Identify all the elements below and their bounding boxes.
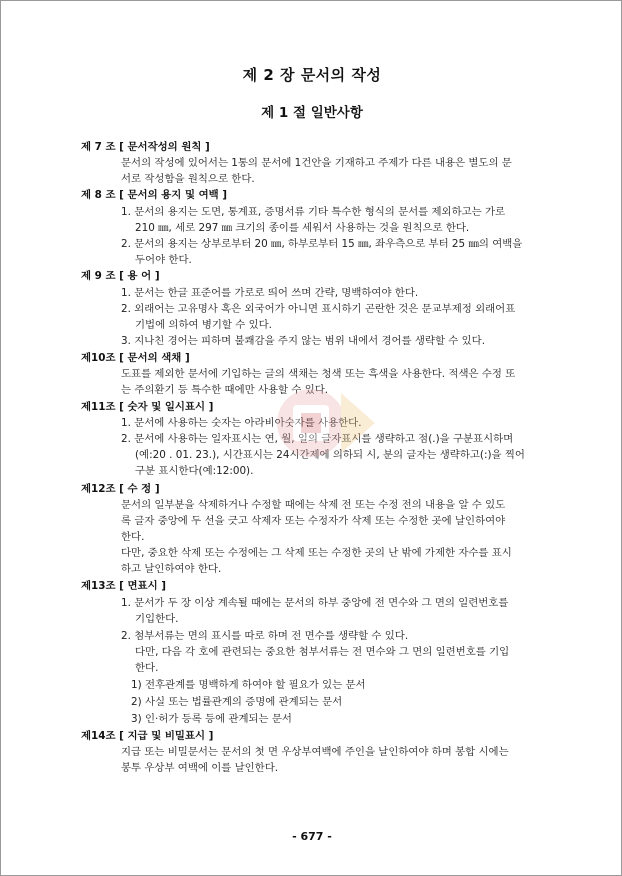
- article-7-line: 서로 작성함을 원칙으로 한다.: [121, 173, 255, 185]
- chapter-title: 제 2 장 문서의 작성: [242, 66, 382, 84]
- article-11-line: 2. 문서에 사용하는 일자표시는 연, 월, 일의 글자표시를 생략하고 점(.)을 구분표시하며: [121, 433, 514, 445]
- article-13-sublist-item: 2) 사실 또는 법률관계의 증명에 관계되는 문서: [131, 696, 343, 708]
- article-8-line: 210 ㎜, 세로 297 ㎜ 크기의 종이를 세워서 사용하는 것을 원칙으로 한다.: [135, 222, 470, 234]
- article-11-line: 구분 표시한다(예:12:00).: [135, 465, 254, 477]
- article-10-line: 도표를 제외한 문서에 기입하는 글의 색채는 청색 또는 흑색을 사용한다. 적색은 수정 또: [121, 368, 516, 380]
- article-10-line: 는 주의환기 등 특수한 때에만 사용할 수 있다.: [121, 384, 329, 396]
- article-13-sublist-item: 1) 전후관계를 명백하게 하여야 할 필요가 있는 문서: [131, 679, 366, 691]
- article-7-line: 문서의 작성에 있어서는 1통의 문서에 1건안을 기재하고 주제가 다른 내용은 별도의 문: [121, 157, 512, 169]
- article-14-line: 봉투 우상부 여백에 이를 날인한다.: [121, 762, 279, 774]
- article-14-heading: 제14조 [ 지급 및 비밀표시 ]: [81, 730, 214, 742]
- article-9-heading: 제 9 조 [ 용 어 ]: [81, 270, 160, 282]
- article-12-line: 록 글자 중앙에 두 선을 긋고 삭제자 또는 수정자가 삭제 또는 수정한 곳에 날인하여야: [121, 515, 506, 527]
- article-12-line: 한다.: [121, 531, 145, 543]
- article-10-heading: 제10조 [ 문서의 색채 ]: [81, 352, 190, 364]
- article-12-line: 문서의 일부분을 삭제하거나 수정할 때에는 삭제 전 또는 수정 전의 내용을 알 수 있도: [121, 499, 506, 511]
- article-13-heading: 제13조 [ 면표시 ]: [81, 580, 166, 592]
- article-11-heading: 제11조 [ 숫자 및 일시표시 ]: [81, 401, 214, 413]
- article-13-sublist-item: 3) 인·허가 등록 등에 관계되는 문서: [131, 713, 292, 725]
- article-13-line: 한다.: [135, 662, 159, 674]
- article-9-line: 기법에 의하여 병기할 수 있다.: [135, 319, 272, 331]
- article-13-line: 1. 문서가 두 장 이상 계속될 때에는 문서의 하부 중앙에 전 면수와 그 면의 일련번호를: [121, 597, 509, 609]
- article-8-line: 2. 문서의 용지는 상부로부터 20 ㎜, 하부로부터 15 ㎜, 좌우측으로 부터 25 ㎜의 여백을: [121, 238, 523, 250]
- article-12-line: 하고 날인하여야 한다.: [121, 563, 222, 575]
- article-8-heading: 제 8 조 [ 문서의 용지 및 여백 ]: [81, 189, 228, 201]
- article-9-line: 2. 외래어는 고유명사 혹은 외국어가 아니면 표시하기 곤란한 것은 문교부제정 외래어표: [121, 303, 516, 315]
- page-number: - 677 -: [292, 830, 332, 843]
- article-13-line: 다만, 다음 각 호에 관련되는 중요한 첨부서류는 전 면수와 그 면의 일련번호를 기입: [135, 646, 510, 658]
- section-title: 제 1 절 일반사항: [261, 105, 363, 121]
- article-13-line: 기입한다.: [135, 613, 179, 625]
- article-8-line: 1. 문서의 용지는 도면, 통계표, 증명서류 기타 특수한 형식의 문서를 제외하고는 가로: [121, 206, 506, 218]
- article-13-line: 2. 첨부서류는 면의 표시를 따로 하며 전 면수를 생략할 수 있다.: [121, 630, 409, 642]
- article-12-line: 다만, 중요한 삭제 또는 수정에는 그 삭제 또는 수정한 곳의 난 밖에 가제한 자수를 표시: [121, 547, 512, 559]
- article-7-heading: 제 7 조 [ 문서작성의 원칙 ]: [81, 141, 210, 153]
- article-12-heading: 제12조 [ 수 정 ]: [81, 483, 160, 495]
- article-14-line: 지급 또는 비밀문서는 문서의 첫 면 우상부여백에 주인을 날인하여야 하며 봉합 시에는: [121, 746, 509, 758]
- article-8-line: 두어야 한다.: [135, 254, 192, 266]
- article-9-line: 3. 지나친 경어는 피하며 불쾌감을 주지 않는 범위 내에서 경어를 생략할 수 있다.: [121, 335, 486, 347]
- article-11-line: (예:20 . 01. 23.), 시간표시는 24시간제에 의하되 시, 분의 글자는 생략하고(:)을 찍어: [135, 449, 525, 461]
- article-11-line: 1. 문서에 사용하는 숫자는 아라비아숫자를 사용한다.: [121, 417, 362, 429]
- article-9-line: 1. 문서는 한글 표준어를 가로로 띄어 쓰며 간략, 명백하여야 한다.: [121, 287, 419, 299]
